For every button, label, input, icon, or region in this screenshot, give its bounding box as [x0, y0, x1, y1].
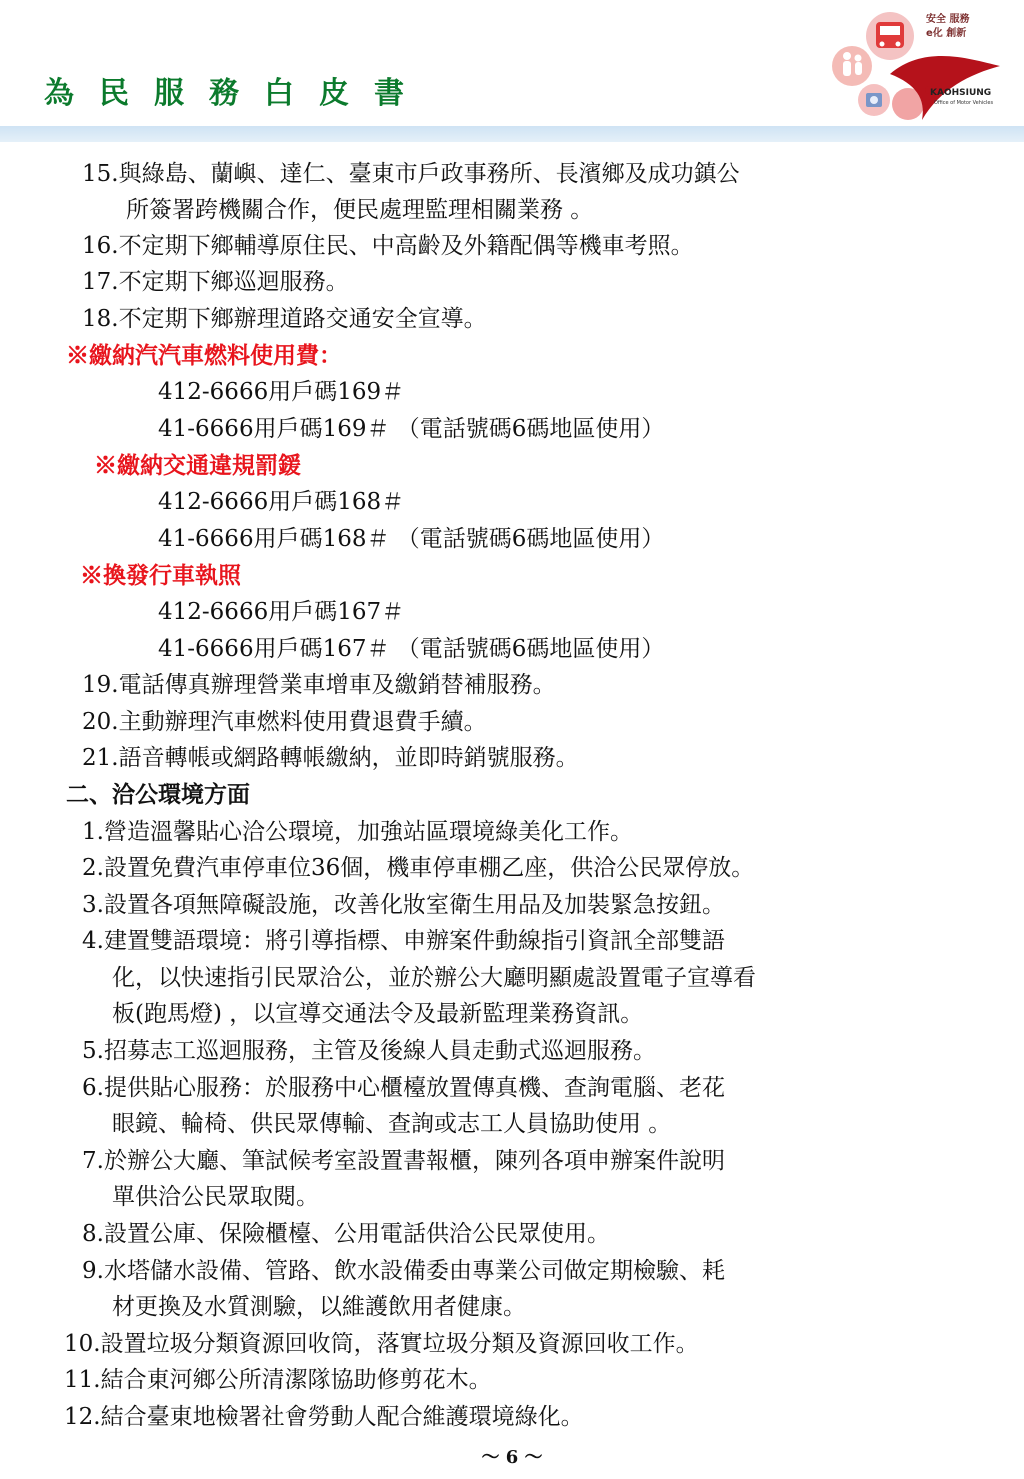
env-item-6: 6.提供貼心服務：於服務中心櫃檯放置傳真機、查詢電腦、老花 [82, 1075, 725, 1101]
list-item-18: 18.不定期下鄉辦理道路交通安全宣導。 [82, 306, 487, 332]
section-license-renewal-heading: ※換發行車執照 [80, 562, 241, 589]
env-item-5: 5.招募志工巡迴服務，主管及後線人員走動式巡迴服務。 [82, 1038, 656, 1064]
logo-wordmark: KAOHSIUNG [930, 88, 992, 98]
env-item-9-continued: 材更換及水質測驗，以維護飲用者健康。 [112, 1294, 526, 1320]
fuel-fee-code-line2: 41-6666用戶碼169＃ （電話號碼6碼地區使用） [158, 416, 665, 442]
env-item-9: 9.水塔儲水設備、管路、飲水設備委由專業公司做定期檢驗、耗 [82, 1258, 725, 1284]
env-item-6-continued: 眼鏡、輪椅、供民眾傳輸、查詢或志工人員協助使用 。 [112, 1111, 672, 1137]
env-item-4: 4.建置雙語環境：將引導指標、申辦案件動線指引資訊全部雙語 [82, 928, 725, 954]
env-item-11: 11.結合東河鄉公所清潔隊協助修剪花木。 [64, 1367, 492, 1393]
traffic-fine-code-line1: 412-6666用戶碼168＃ [158, 489, 405, 515]
list-item-15: 15.與綠島、蘭嶼、達仁、臺東市戶政事務所、長濱鄉及成功鎮公 [82, 161, 740, 187]
section-fuel-fee-heading: ※繳納汽汽車燃料使用費： [66, 342, 342, 369]
env-item-12: 12.結合臺東地檢署社會勞動人配合維護環境綠化。 [64, 1404, 584, 1430]
env-item-4-continued-1: 化，以快速指引民眾洽公，並於辦公大廳明顯處設置電子宣導看 [112, 965, 756, 991]
page-header [0, 0, 1024, 130]
license-renewal-code-line1: 412-6666用戶碼167＃ [158, 599, 405, 625]
env-item-4-continued-2: 板(跑馬燈) ，以宣導交通法令及最新監理業務資訊。 [112, 1001, 644, 1027]
env-item-7-continued: 單供洽公民眾取閱。 [112, 1184, 319, 1210]
env-item-7: 7.於辦公大廳、筆試候考室設置書報櫃，陳列各項申辦案件說明 [82, 1148, 725, 1174]
logo-subtitle: Office of Motor Vehicles [934, 100, 994, 106]
list-item-19: 19.電話傳真辦理營業車增車及繳銷替補服務。 [82, 672, 556, 698]
logo-graphic-icon [830, 4, 1020, 124]
env-item-1: 1.營造溫馨貼心洽公環境，加強站區環境綠美化工作。 [82, 819, 633, 845]
section-traffic-fine-heading: ※繳納交通違規罰鍰 [94, 452, 301, 479]
list-item-15-continued: 所簽署跨機關合作，便民處理監理相關業務 。 [126, 197, 594, 223]
section-office-environment-heading: 二、洽公環境方面 [66, 781, 250, 808]
list-item-20: 20.主動辦理汽車燃料使用費退費手續。 [82, 709, 487, 735]
fuel-fee-code-line1: 412-6666用戶碼169＃ [158, 379, 405, 405]
logo-slogan-line2: e化 創新 [926, 28, 967, 39]
header-band [0, 126, 1024, 142]
env-item-3: 3.設置各項無障礙設施，改善化妝室衛生用品及加裝緊急按鈕。 [82, 892, 725, 918]
list-item-17: 17.不定期下鄉巡迴服務。 [82, 269, 349, 295]
kaohsiung-motor-vehicles-logo [830, 4, 1020, 124]
document-title: 為民服務白皮書 [44, 76, 429, 111]
page-number: ～ 6 ～ [481, 1447, 543, 1468]
license-renewal-code-line2: 41-6666用戶碼167＃ （電話號碼6碼地區使用） [158, 636, 665, 662]
env-item-10: 10.設置垃圾分類資源回收筒，落實垃圾分類及資源回收工作。 [64, 1331, 699, 1357]
list-item-21: 21.語音轉帳或網路轉帳繳納，並即時銷號服務。 [82, 745, 579, 771]
traffic-fine-code-line2: 41-6666用戶碼168＃ （電話號碼6碼地區使用） [158, 526, 665, 552]
logo-slogan-line1: 安全 服務 [926, 14, 970, 25]
list-item-16: 16.不定期下鄉輔導原住民、中高齡及外籍配偶等機車考照。 [82, 233, 694, 259]
env-item-2: 2.設置免費汽車停車位36個，機車停車棚乙座，供洽公民眾停放。 [82, 855, 755, 881]
env-item-8: 8.設置公庫、保險櫃檯、公用電話供洽公民眾使用。 [82, 1221, 610, 1247]
